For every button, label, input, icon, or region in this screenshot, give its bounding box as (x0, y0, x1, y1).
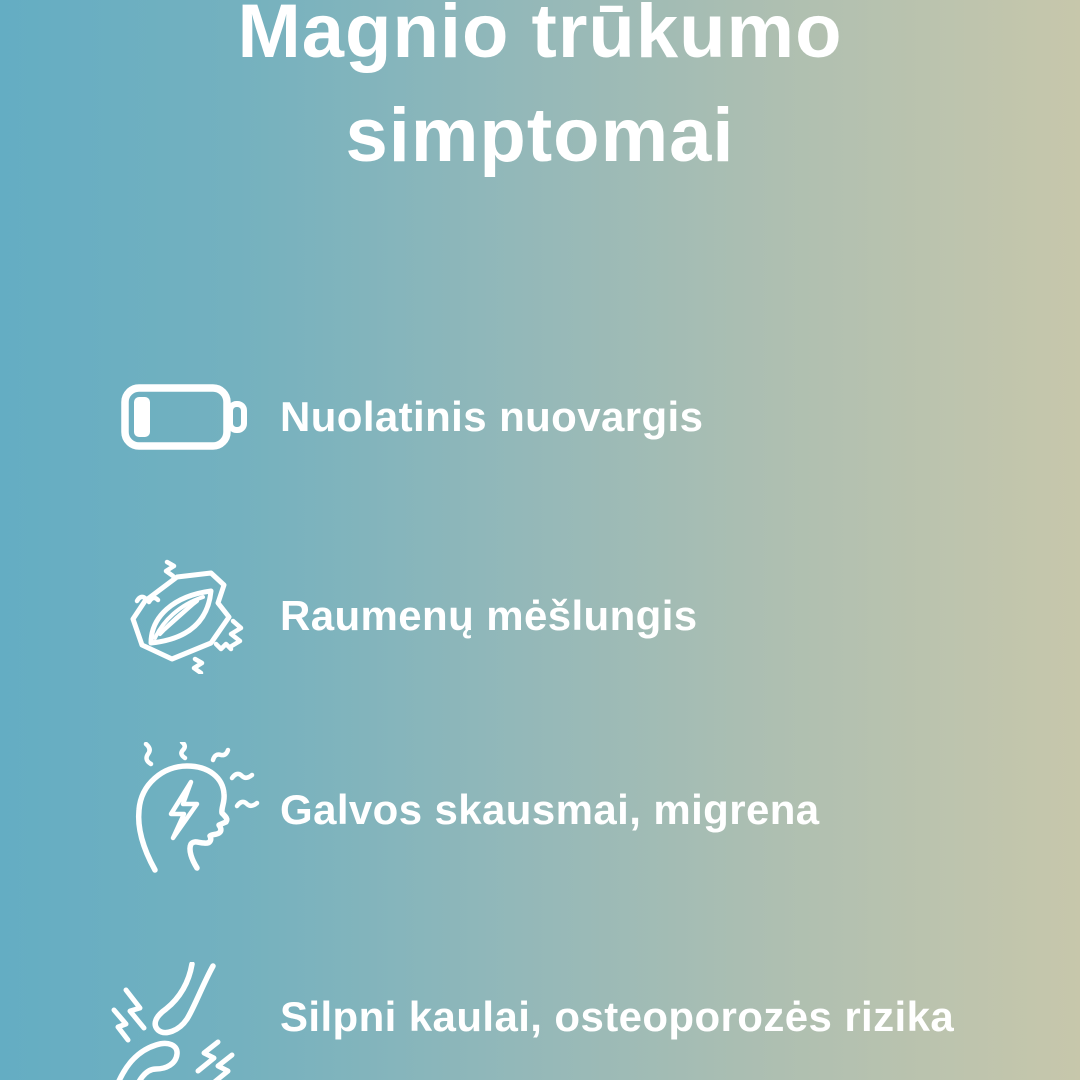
muscle-cramp-icon (115, 559, 255, 674)
headache-icon (115, 742, 270, 877)
page-title (0, 0, 1080, 188)
symptom-label: Galvos skausmai, migrena (280, 785, 820, 833)
page-title-line2: simptomai (345, 93, 735, 178)
battery-low-icon (121, 384, 249, 450)
symptom-item-bones (100, 962, 954, 1072)
symptom-label: Raumenų mėšlungis (280, 592, 698, 639)
icon-slot (115, 384, 280, 450)
icon-slot (100, 962, 280, 1080)
symptom-item-fatigue (115, 384, 703, 450)
symptom-item-headache (115, 742, 820, 877)
symptom-item-cramps (115, 560, 698, 672)
joint-pain-icon (100, 962, 250, 1080)
symptom-label: Nuolatinis nuovargis (280, 393, 704, 440)
page-title-line1: Magnio trūkumo (237, 0, 843, 74)
icon-slot (115, 559, 280, 674)
symptom-label: Silpni kaulai, osteoporozės rizika (280, 993, 955, 1040)
icon-slot (115, 742, 280, 877)
